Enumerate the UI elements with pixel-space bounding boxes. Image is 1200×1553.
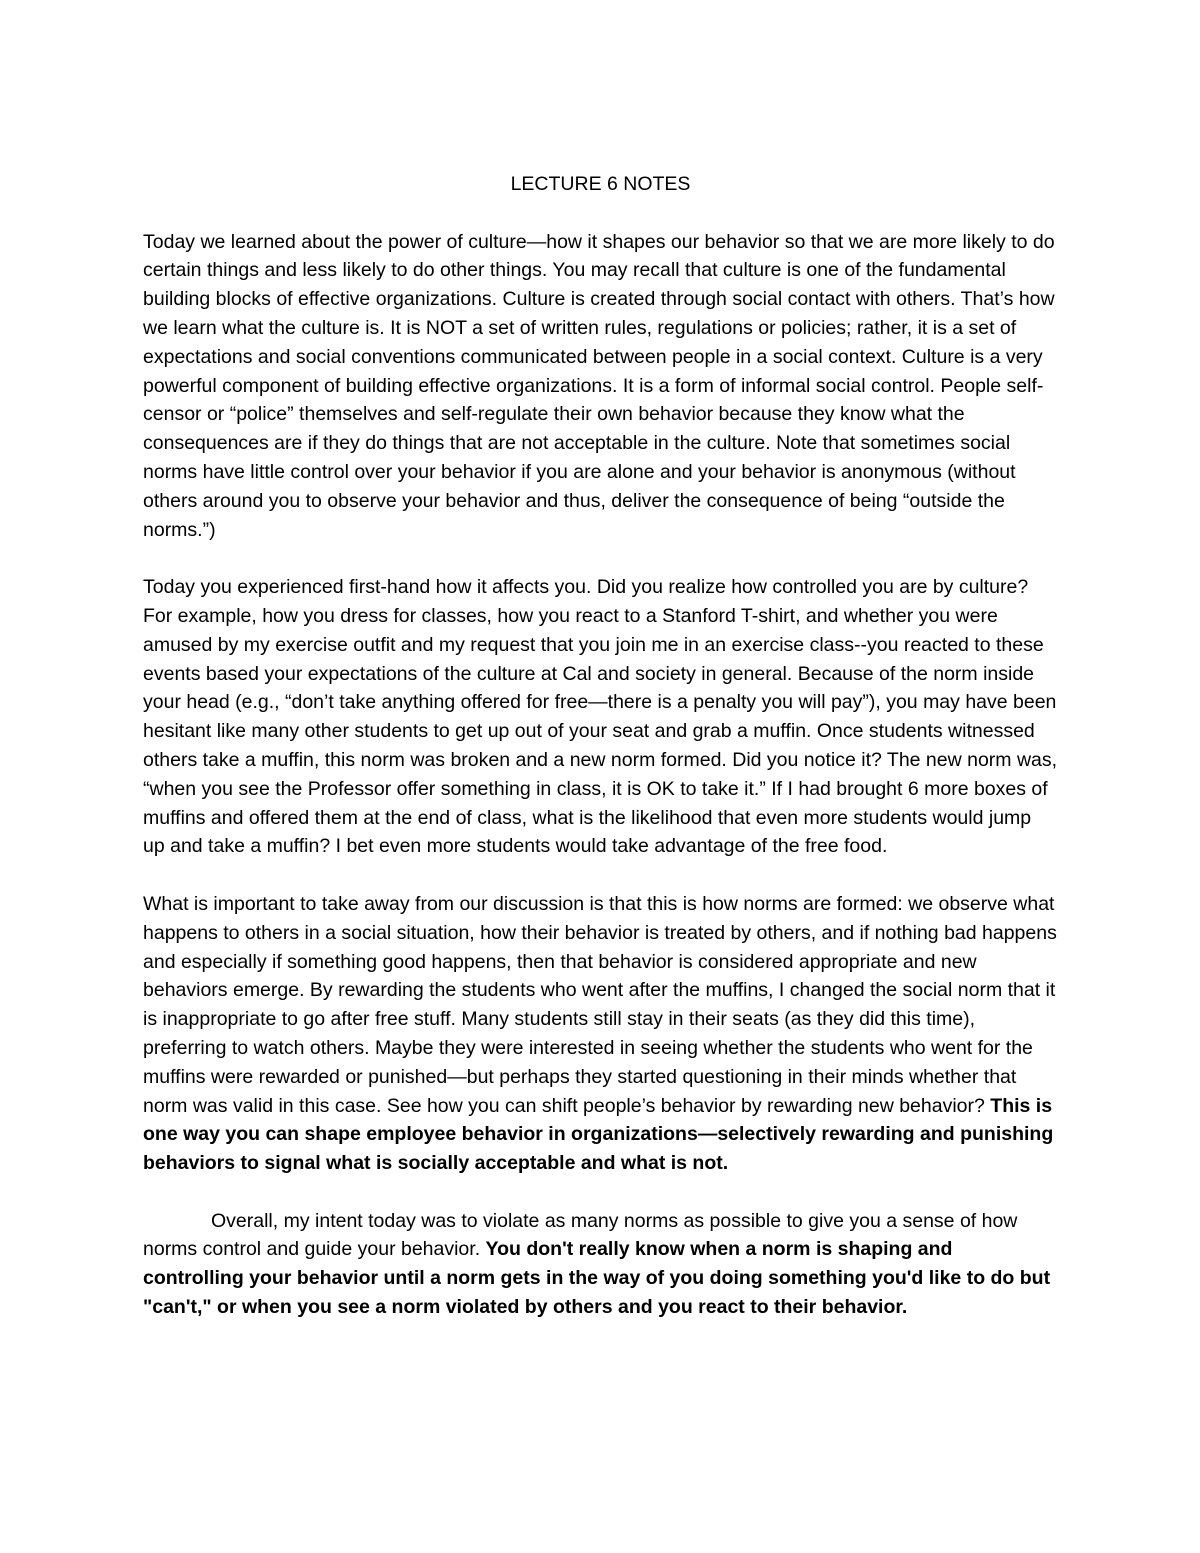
paragraph-bold-text: You don't really know when a norm is shaping and controlling your behavior until a norm gets in the way of you doing something you'd like to do but "can't," or when you see a norm violated by others and you react to their behavior. (143, 1238, 1051, 1319)
paragraph-culture-intro (143, 228, 1058, 545)
paragraph-text: Overall, my intent today was to violate as many norms as possible to give you a sense of how norms control and guide your behavior. (143, 1209, 1018, 1261)
paragraph-norms-formed (143, 890, 1058, 1178)
paragraph-text: What is important to take away from our discussion is that this is how norms are formed: we observe what happens to others in a social situation, how their behavior is treated by others, and if nothing bad happens and especially if something good happens, then that behavior is considered appropriate and new behaviors emerge. By rewarding the students who went after the muffins, I changed the social norm that it is inappropriate to go after free stuff. Many students still stay in their seats (as they did this time), preferring to watch others. Maybe they were interested in seeing whether the students who went for the muffins were rewarded or punished—but perhaps they started questioning in their minds whether that norm was valid in this case. See how you can shift people’s behavior by rewarding new behavior? (143, 892, 1057, 1117)
paragraph-bold-text: This is one way you can shape employee behavior in organizations—selectively rewarding and punishing behaviors to signal what is socially acceptable and what is not. (143, 1094, 1054, 1175)
paragraph-experience (143, 573, 1058, 861)
document-body (143, 170, 1058, 1351)
paragraph-overall (143, 1207, 1058, 1322)
paragraph-text: Today you experienced first-hand how it affects you. Did you realize how controlled you are by culture? For example, how you dress for classes, how you react to a Stanford T-shirt, and whether you were amused by my exercise outfit and my request that you join me in an exercise class--you reacted to these events based your expectations of the culture at Cal and society in general. Because of the norm inside your head (e.g., “don’t take anything offered for free—there is a penalty you will pay”), you may have been hesitant like many other students to get up out of your seat and grab a muffin. Once students witnessed others take a muffin, this norm was broken and a new norm formed. Did you notice it? The new norm was, “when you see the Professor offer something in class, it is OK to take it.” If I had brought 6 more boxes of muffins and offered them at the end of class, what is the likelihood that even more students would jump up and take a muffin? I bet even more students would take advantage of the free food. (143, 576, 1058, 858)
document-title: LECTURE 6 NOTES (510, 173, 691, 195)
paragraph-text: Today we learned about the power of culture—how it shapes our behavior so that we are more likely to do certain things and less likely to do other things. You may recall that culture is one of the fundamental building blocks of effective organizations. Culture is created through social contact with others. That’s how we learn what the culture is. It is NOT a set of written rules, regulations or policies; rather, it is a set of expectations and social conventions communicated between people in a social context. Culture is a very powerful component of building effective organizations. It is a form of informal social control. People self-censor or “police” themselves and self-regulate their own behavior because they know what the consequences are if they do things that are not acceptable in the culture. Note that sometimes social norms have little control over your behavior if you are alone and your behavior is anonymous (without others around you to observe your behavior and thus, deliver the consequence of being “outside the norms.”) (143, 230, 1055, 541)
